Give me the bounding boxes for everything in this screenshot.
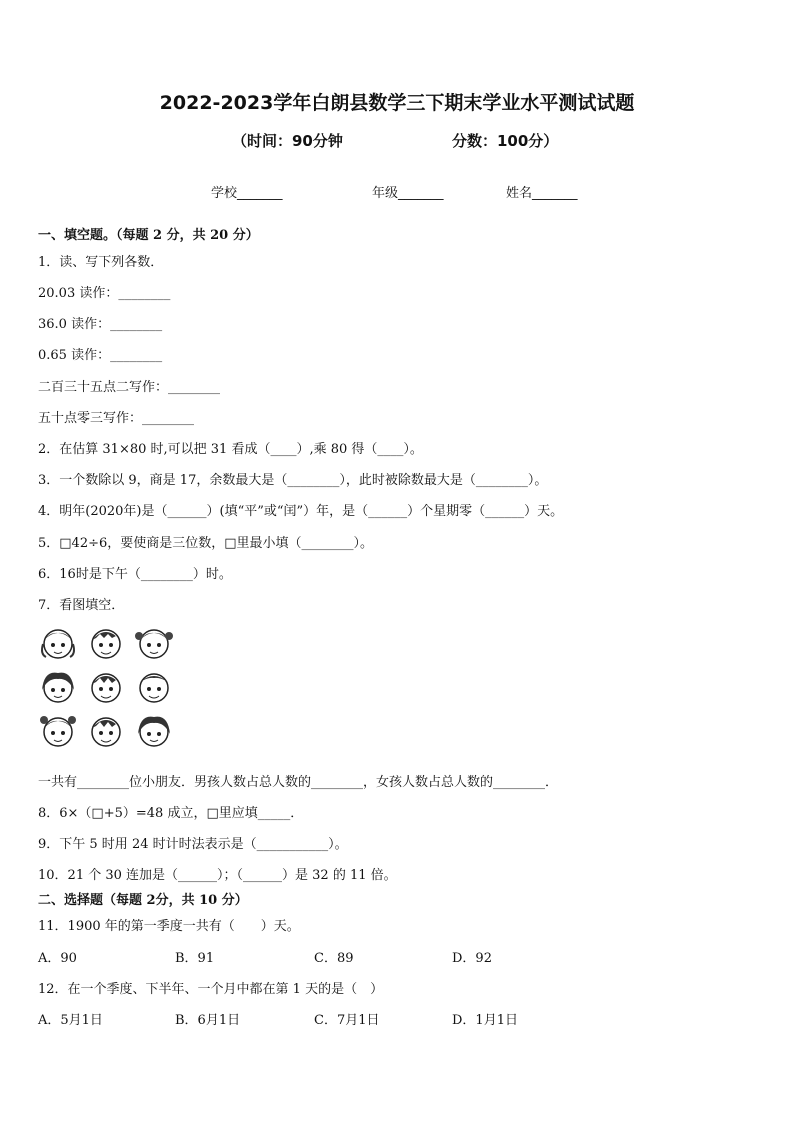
question-line: 10．21 个 30 连加是（______）；（______）是 32 的 11 倍。	[38, 868, 397, 883]
question-line: 3．一个数除以 9，商是 17，余数最大是（________），此时被除数最大是（________）。	[38, 473, 548, 488]
question-line: 2．在估算 31×80 时,可以把 31 看成（____）,乘 80 得（____）。	[38, 442, 423, 457]
question-line: 5．□42÷6，要使商是三位数，□里最小填（________）。	[38, 536, 374, 551]
question-line: 一共有________位小朋友．男孩人数占总人数的________，女孩人数占总人数的________．	[38, 775, 559, 790]
section-heading-fill: 一、填空题。（每题 2 分，共 20 分）	[38, 228, 259, 243]
option-d: D．1月1日	[452, 1013, 518, 1028]
question-line: 1．读、写下列各数．	[38, 255, 164, 270]
question-line: 9．下午 5 时用 24 时计时法表示是（___________）。	[38, 837, 348, 852]
question-line: 7．看图填空．	[38, 598, 125, 613]
school-field: 学校_______	[211, 186, 283, 201]
option-a: A．5月1日	[38, 1013, 103, 1028]
question-line: 0.65 读作：________	[38, 348, 163, 363]
question-line: 12．在一个季度、下半年、一个月中都在第 1 天的是（ ）	[38, 982, 384, 997]
exam-score: 分数：100分）	[452, 132, 559, 150]
girl-face-icon	[135, 630, 173, 658]
question-line: 36.0 读作：________	[38, 317, 163, 332]
children-picture	[38, 624, 178, 754]
exam-time: （时间：90分钟	[232, 132, 343, 150]
page-title: 2022-2023学年白朗县数学三下期末学业水平测试试题	[159, 92, 635, 114]
question-line: 8．6×（□+5）=48 成立，□里应填_____．	[38, 806, 304, 821]
option-d: D．92	[452, 951, 492, 966]
question-line: 二百三十五点二写作：________	[38, 380, 221, 395]
question-line: 20.03 读作：________	[38, 286, 171, 301]
girl-face-icon	[42, 673, 74, 702]
question-line: 11．1900 年的第一季度一共有（ ）天。	[38, 919, 300, 934]
option-a: A．90	[38, 951, 77, 966]
girl-face-icon	[42, 630, 74, 658]
boy-face-icon	[92, 630, 120, 658]
name-field: 姓名_______	[506, 186, 578, 201]
question-line: 五十点零三写作：________	[38, 411, 195, 426]
option-b: B．6月1日	[175, 1013, 241, 1028]
boy-face-icon	[92, 718, 120, 746]
question-line: 4．明年(2020年)是（______）(填“平”或“闰”）年，是（______）个星期零（______）天。	[38, 504, 564, 519]
option-c: C．89	[314, 951, 354, 966]
girl-face-icon	[138, 717, 170, 746]
option-c: C．7月1日	[314, 1013, 380, 1028]
section-heading-choice: 二、选择题（每题 2分，共 10 分）	[38, 893, 248, 908]
boy-face-icon	[140, 674, 168, 702]
girl-face-icon	[40, 716, 76, 746]
option-b: B．91	[175, 951, 215, 966]
grade-field: 年级_______	[372, 186, 444, 201]
boy-face-icon	[92, 674, 120, 702]
question-line: 6．16时是下午（________）时。	[38, 567, 232, 582]
